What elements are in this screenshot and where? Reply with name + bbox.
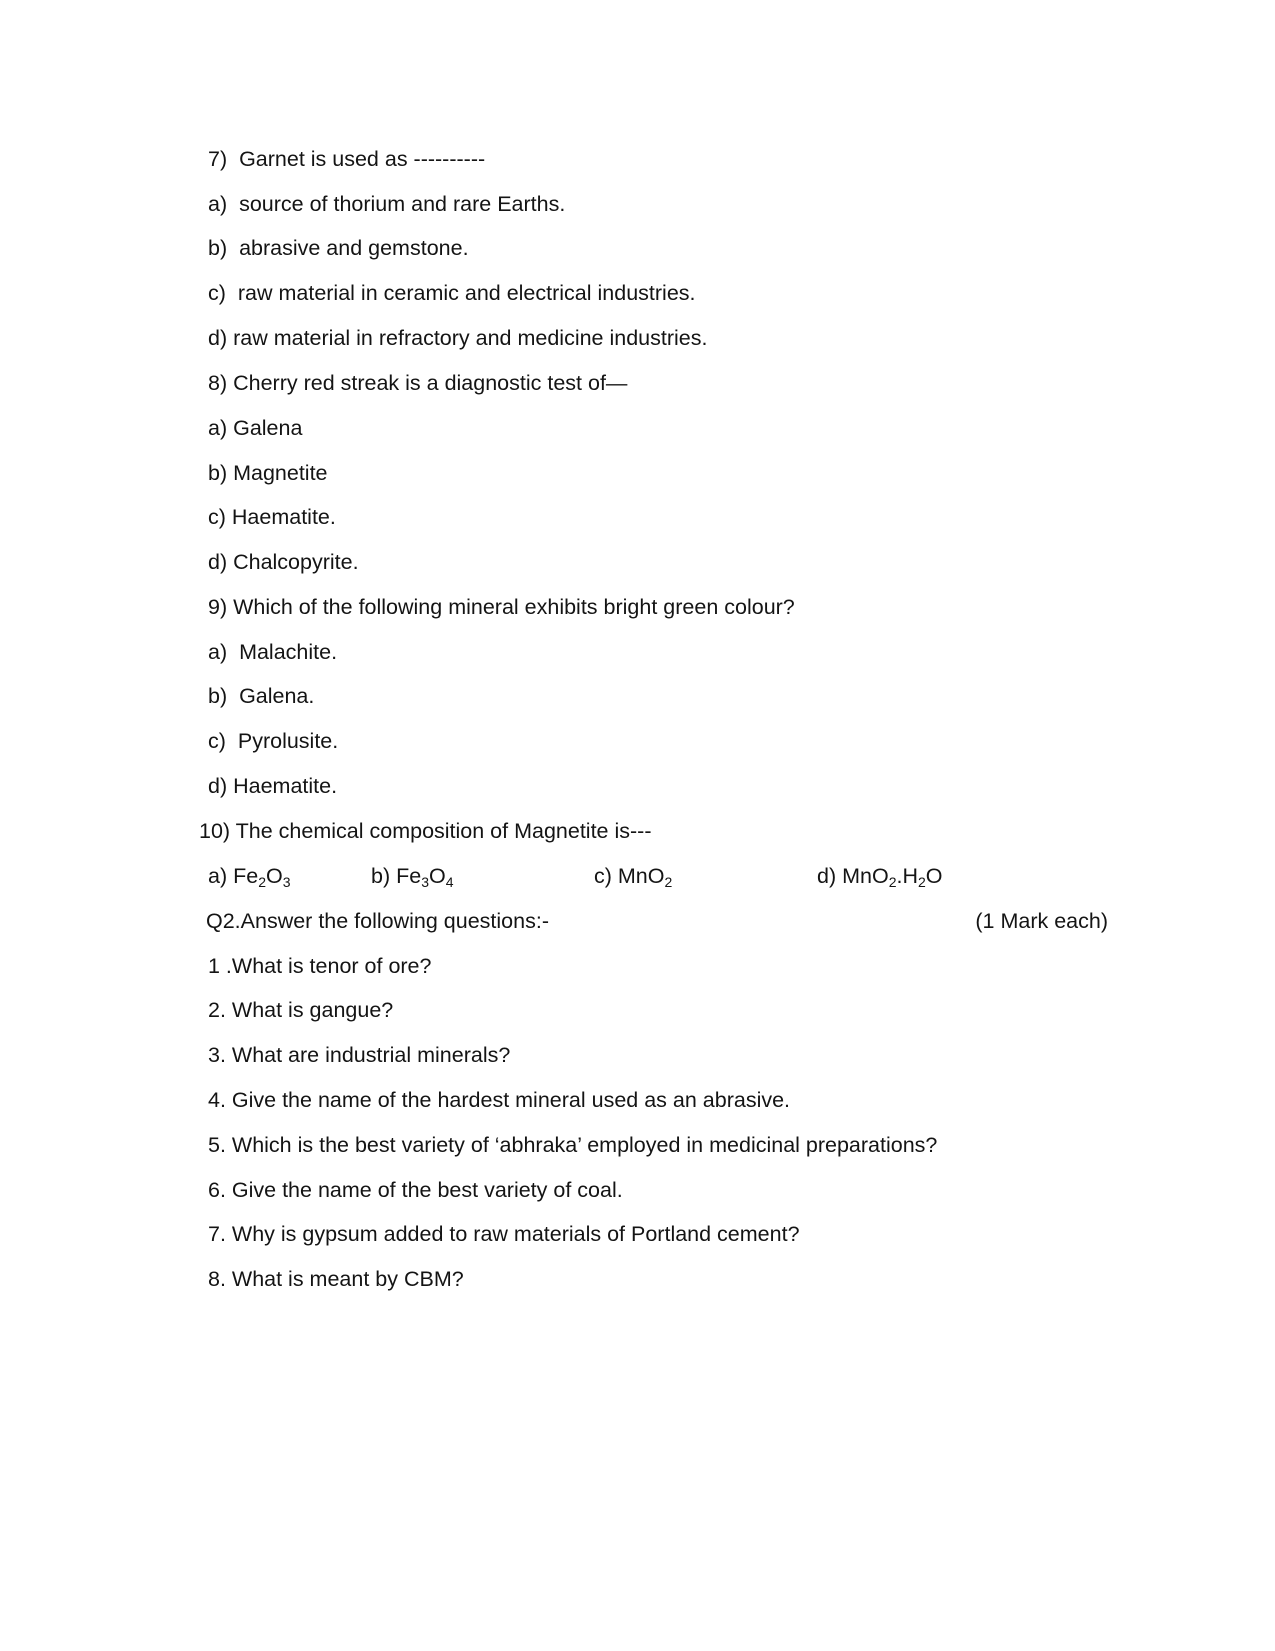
q8-option-a: a) Galena [208, 416, 303, 440]
q7-option-c: c) raw material in ceramic and electrical industries. [208, 281, 696, 305]
q2-question-6: 6. Give the name of the best variety of coal. [208, 1178, 623, 1202]
q7-option-b: b) abrasive and gemstone. [208, 236, 469, 260]
q10-option-b [371, 863, 454, 889]
question-7: 7) Garnet is used as ---------- [208, 147, 486, 171]
q7-option-a: a) source of thorium and rare Earths. [208, 192, 566, 216]
q2-marks: (1 Mark each) [975, 909, 1108, 933]
q10-option-a [208, 863, 291, 889]
q2-question-7: 7. Why is gypsum added to raw materials of Portland cement? [208, 1222, 800, 1246]
q7-option-d: d) raw material in refractory and medicine industries. [208, 326, 708, 350]
q10-d-sub2: 2 [917, 874, 926, 890]
q9-option-a: a) Malachite. [208, 640, 338, 664]
q10-option-c [594, 863, 672, 889]
q9-option-c: c) Pyrolusite. [208, 729, 339, 753]
q2-question-3: 3. What are industrial minerals? [208, 1043, 511, 1067]
q2-question-4: 4. Give the name of the hardest mineral used as an abrasive. [208, 1088, 791, 1112]
q10-c-sub1: 2 [664, 874, 673, 890]
q2-heading: Q2.Answer the following questions:- [206, 909, 549, 933]
q8-option-c: c) Haematite. [208, 505, 336, 529]
q2-question-1: 1 .What is tenor of ore? [208, 954, 432, 978]
q10-a-sub1: 2 [258, 874, 266, 890]
q10-b-mid: O [428, 864, 446, 888]
q10-d-suffix: O [925, 864, 943, 888]
q10-c-prefix: c) MnO [594, 864, 665, 888]
question-8: 8) Cherry red streak is a diagnostic test of— [208, 371, 628, 395]
q10-b-sub1: 3 [421, 874, 429, 890]
q10-d-sub1: 2 [888, 874, 897, 890]
q8-option-d: d) Chalcopyrite. [208, 550, 359, 574]
q9-option-b: b) Galena. [208, 684, 315, 708]
q9-option-d: d) Haematite. [208, 774, 338, 798]
q10-d-mid: .H [896, 864, 918, 888]
q10-a-sub2: 3 [282, 874, 291, 890]
question-9: 9) Which of the following mineral exhibits bright green colour? [208, 595, 795, 619]
q10-d-prefix: d) MnO [817, 864, 889, 888]
q8-option-b: b) Magnetite [208, 461, 328, 485]
q10-option-d [817, 863, 943, 889]
q10-a-prefix: a) Fe [208, 864, 259, 888]
question-10: 10) The chemical composition of Magnetite is--- [199, 819, 652, 843]
q2-question-5: 5. Which is the best variety of ‘abhraka’ employed in medicinal preparations? [208, 1133, 938, 1157]
q10-b-prefix: b) Fe [371, 864, 422, 888]
q2-question-8: 8. What is meant by CBM? [208, 1267, 464, 1291]
q10-b-sub2: 4 [445, 874, 454, 890]
q2-question-2: 2. What is gangue? [208, 998, 394, 1022]
q10-a-mid: O [265, 864, 283, 888]
